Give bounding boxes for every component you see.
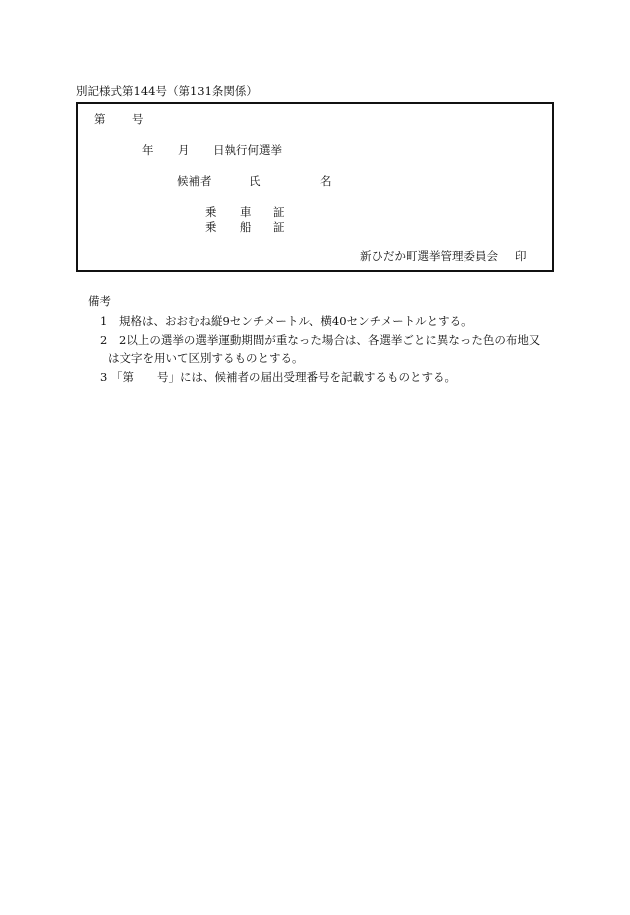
surname-label: 氏: [249, 174, 261, 188]
note-text-continuation: は文字を用いて区別するものとする。: [108, 351, 304, 365]
candidate-label: 候補者: [177, 174, 212, 188]
form-label: 別記様式第144号（第131条関係）: [76, 84, 258, 98]
certificate-label-1: 証: [273, 205, 285, 219]
note-number: 3: [100, 370, 108, 384]
note-number: 1: [100, 314, 108, 328]
seal-mark: 印: [515, 249, 527, 263]
boat-label: 船: [240, 220, 252, 234]
note-number: 2: [100, 333, 108, 347]
election-date-label: 日執行何選挙: [213, 143, 282, 157]
given-name-label: 名: [320, 174, 332, 188]
certificate-label-2: 証: [273, 220, 285, 234]
issuer-name: 新ひだか町選挙管理委員会: [360, 249, 498, 263]
year-label: 年: [142, 143, 154, 157]
number-prefix: 第: [94, 112, 106, 126]
ride-label-1: 乗: [205, 205, 217, 219]
notes-title: 備考: [88, 294, 111, 308]
month-label: 月: [178, 143, 190, 157]
note-text: 2以上の選挙の選挙運動期間が重なった場合は、各選挙ごとに異なった色の布地又: [119, 333, 541, 347]
ride-label-2: 乗: [205, 220, 217, 234]
number-suffix: 号: [132, 112, 144, 126]
note-text: 「第 号」には、候補者の届出受理番号を記載するものとする。: [111, 370, 456, 384]
vehicle-label: 車: [240, 205, 252, 219]
certificate-frame: [76, 102, 554, 272]
note-text: 規格は、おおむね縦9センチメートル、横40センチメートルとする。: [119, 314, 473, 328]
